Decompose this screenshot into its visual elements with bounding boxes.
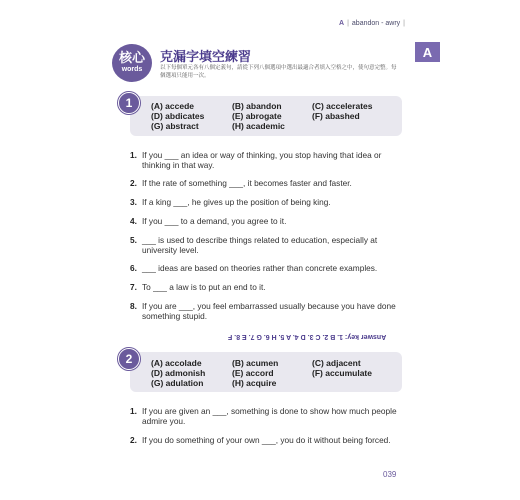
option: (B) acumen xyxy=(232,358,279,368)
option: (C) accelerates xyxy=(312,101,373,111)
running-head-range: abandon - awry xyxy=(351,20,401,27)
option: (D) admonish xyxy=(151,368,206,378)
question xyxy=(130,236,400,255)
question-number: 4. xyxy=(130,216,137,226)
question xyxy=(130,302,400,321)
set-number-2: 2 xyxy=(118,348,140,370)
option: (A) accolade xyxy=(151,358,202,368)
question xyxy=(130,436,400,446)
question-text: ___ is used to describe things related to education, especially at university level. xyxy=(142,235,378,255)
question-number: 1. xyxy=(130,406,137,416)
option: (G) abstract xyxy=(151,121,199,131)
page-number: 039 xyxy=(383,470,397,479)
option: (B) abandon xyxy=(232,101,282,111)
option: (F) accumulate xyxy=(312,368,372,378)
question xyxy=(130,264,400,274)
set-number-1: 1 xyxy=(118,92,140,114)
section-instructions: 以下每個單元各有八個定義句，請從下列八個選項中選出最適合者填入空格之中，使句意完整。每個選項只能用一次。 xyxy=(160,65,397,79)
question-number: 1. xyxy=(130,150,137,160)
question-number: 6. xyxy=(130,263,137,273)
question-number: 2. xyxy=(130,178,137,188)
question-number: 5. xyxy=(130,235,137,245)
question xyxy=(130,283,400,293)
option: (G) adulation xyxy=(151,378,204,388)
question-text: If the rate of something ___, it becomes faster and faster. xyxy=(142,178,352,188)
option: (H) acquire xyxy=(232,378,277,388)
question xyxy=(130,407,400,426)
option: (D) abdicates xyxy=(151,111,205,121)
question-text: If you ___ to a demand, you agree to it. xyxy=(142,216,287,226)
running-head-letter: A xyxy=(339,20,345,27)
option: (E) abrogate xyxy=(232,111,282,121)
answer-key: Answer key: 1. B 2. C 3. D 4. A 5. H 6. G 7. E 8. F xyxy=(228,333,387,340)
question-text: If you are ___, you feel embarrassed usually because you have done something stupid. xyxy=(142,301,396,321)
question-number: 8. xyxy=(130,301,137,311)
question-text: ___ ideas are based on theories rather than concrete examples. xyxy=(142,263,378,273)
core-words-badge xyxy=(112,44,152,82)
option: (H) academic xyxy=(232,121,285,131)
question-text: If you do something of your own ___, you do it without being forced. xyxy=(142,435,391,445)
question-number: 7. xyxy=(130,282,137,292)
question-text: If you are given an ___, something is done to show how much people admire you. xyxy=(142,406,397,426)
question-number: 2. xyxy=(130,435,137,445)
running-head-separator: | xyxy=(347,20,349,27)
running-head-tail-separator: | xyxy=(403,20,405,27)
question xyxy=(130,179,400,189)
question xyxy=(130,217,400,227)
question xyxy=(130,151,400,170)
option: (E) accord xyxy=(232,368,274,378)
running-head xyxy=(339,20,405,27)
section-title: 克漏字填空練習 xyxy=(160,50,252,65)
option: (F) abashed xyxy=(312,111,360,121)
question-text: If you ___ an idea or way of thinking, you stop having that idea or thinking in that way. xyxy=(142,150,382,170)
question-text: To ___ a law is to put an end to it. xyxy=(142,282,266,292)
question-text: If a king ___, he gives up the position of being king. xyxy=(142,197,331,207)
badge-sub-text: words xyxy=(121,66,143,73)
badge-main-text: 核心 xyxy=(118,51,145,66)
chapter-tab: A xyxy=(415,42,440,62)
option: (A) accede xyxy=(151,101,194,111)
question-number: 3. xyxy=(130,197,137,207)
option: (C) adjacent xyxy=(312,358,361,368)
question xyxy=(130,198,400,208)
